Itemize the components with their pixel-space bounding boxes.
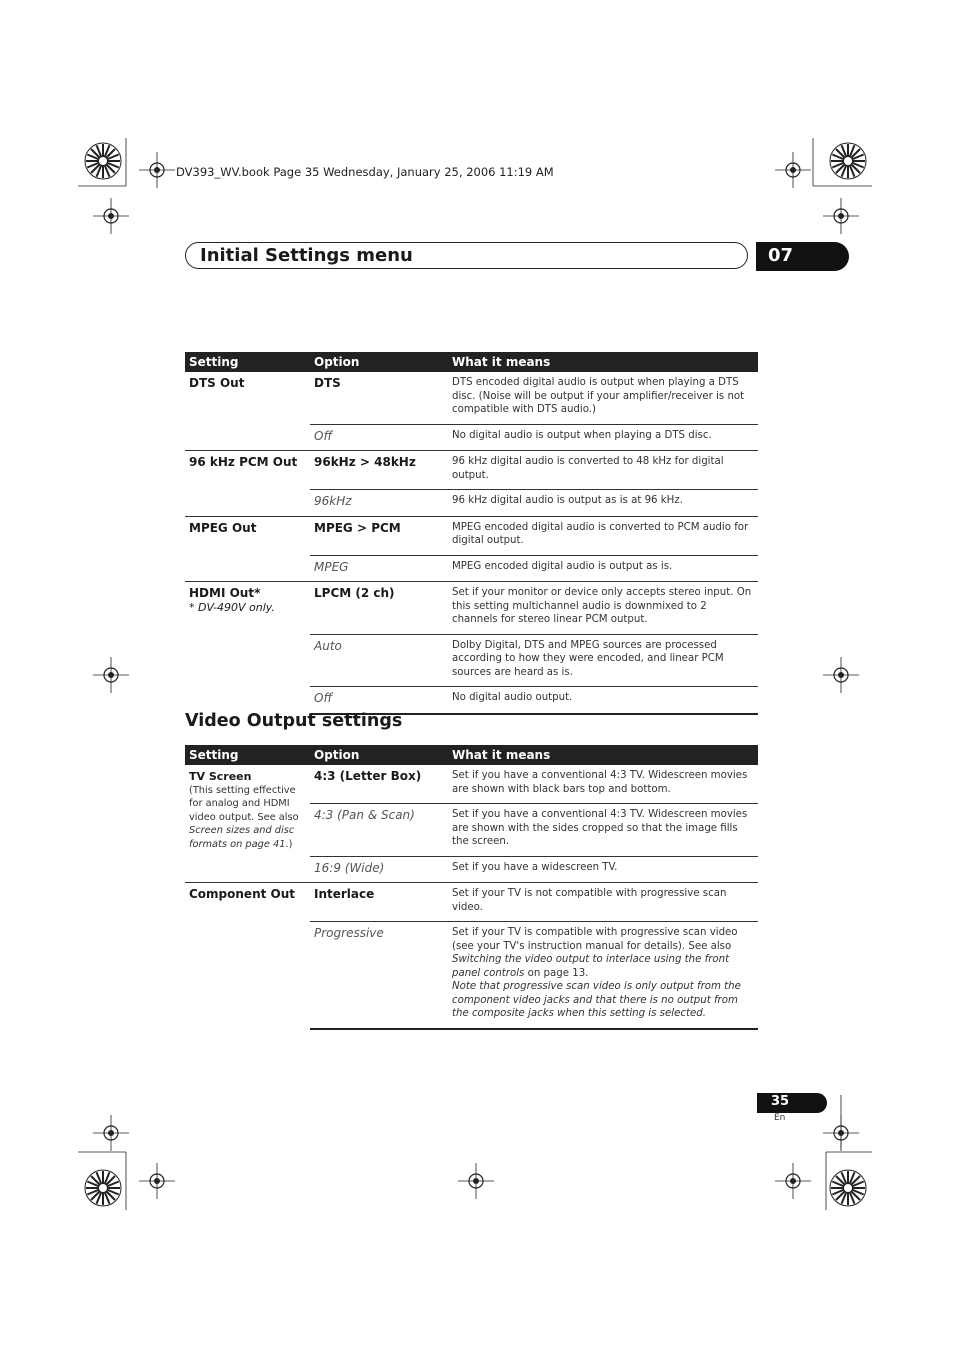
header-setting: Setting <box>185 352 310 372</box>
page-title: Initial Settings menu <box>200 245 413 266</box>
tv-screen-note <box>189 784 307 852</box>
description-text: Set if your TV is compatible with progressive scan video (see your TV's instruction manual for details). See also <box>452 927 738 952</box>
description: DTS encoded digital audio is output when playing a DTS disc. (Noise will be output if your amplifier/receiver is not compatible with DTS audio.) <box>452 377 745 415</box>
option-4-3-pan-scan: 4:3 (Pan & Scan) <box>310 804 448 857</box>
description: Dolby Digital, DTS and MPEG sources are processed according to how they were encoded, and linear PCM sources are heard as is. <box>448 634 758 687</box>
description: Set if you have a conventional 4:3 TV. Widescreen movies are shown with the sides cropped so that the image fills the screen. <box>448 804 758 857</box>
table-header-row <box>185 745 758 765</box>
page-number: 35 <box>771 1094 790 1109</box>
description: No digital audio is output when playing a DTS disc. <box>448 424 758 451</box>
progressive-note: Note that progressive scan video is only output from the component video jacks and that there is no output from the composite jacks when this setting is selected. <box>452 981 741 1019</box>
description: MPEG encoded digital audio is output as is. <box>448 555 758 582</box>
table-row <box>185 516 758 555</box>
setting-hdmi-out <box>185 582 310 714</box>
description <box>448 922 758 1029</box>
setting-mpeg-out: MPEG Out <box>185 516 310 582</box>
chapter-tab <box>756 242 849 271</box>
description: Set if your monitor or device only accepts stereo input. On this setting multichannel audio is downmixed to 2 channels for stereo linear PCM output. <box>448 582 758 635</box>
header-option: Option <box>310 352 448 372</box>
table-row <box>185 582 758 635</box>
description: 96 kHz digital audio is output as is at 96 kHz. <box>448 490 758 517</box>
table-header-row <box>185 352 758 372</box>
setting-hdmi-out-label: HDMI Out* <box>189 586 261 600</box>
option-mpeg-pcm: MPEG > PCM <box>310 516 448 555</box>
option-dts: DTS <box>314 376 341 390</box>
setting-96khz-pcm-out: 96 kHz PCM Out <box>185 451 310 517</box>
description: Set if you have a widescreen TV. <box>448 856 758 883</box>
option-4-3-letter-box: 4:3 (Letter Box) <box>314 769 422 783</box>
option-96khz-48khz: 96kHz > 48kHz <box>310 451 448 490</box>
page-title-bar <box>185 242 748 269</box>
option-off: Off <box>310 424 448 451</box>
table-row <box>185 765 758 804</box>
option-mpeg: MPEG <box>310 555 448 582</box>
description: 96 kHz digital audio is converted to 48 kHz for digital output. <box>448 451 758 490</box>
hdmi-out-footnote: * DV-490V only. <box>189 600 275 614</box>
cross-reference: Screen sizes and disc formats on page 41 <box>189 825 295 850</box>
option-auto: Auto <box>310 634 448 687</box>
section-heading-video-output: Video Output settings <box>185 711 403 731</box>
header-option: Option <box>310 745 448 765</box>
tv-screen-note-text: (This setting effective for analog and HDMI video output. See also <box>189 784 299 823</box>
setting-tv-screen <box>185 765 310 883</box>
audio-settings-table <box>185 352 758 715</box>
setting-tv-screen-label: TV Screen <box>189 770 252 783</box>
option-off: Off <box>310 687 448 714</box>
option-lpcm-2ch: LPCM (2 ch) <box>310 582 448 635</box>
table-row <box>185 451 758 490</box>
setting-component-out: Component Out <box>185 883 310 1029</box>
page-language: En <box>774 1113 786 1123</box>
print-header: DV393_WV.book Page 35 Wednesday, January 25, 2006 11:19 AM <box>176 165 554 179</box>
tv-screen-note-end: .) <box>285 838 293 850</box>
table-row <box>185 372 758 424</box>
description: Set if you have a conventional 4:3 TV. Widescreen movies are shown with black bars top and bottom. <box>452 770 748 795</box>
page-number-tab <box>757 1093 827 1113</box>
setting-dts-out: DTS Out <box>189 376 245 390</box>
description-text-end: on page 13. <box>524 967 589 979</box>
description: Set if your TV is not compatible with progressive scan video. <box>448 883 758 922</box>
cross-reference: Switching the video output to interlace using the front panel controls <box>452 954 730 979</box>
description: MPEG encoded digital audio is converted to PCM audio for digital output. <box>448 516 758 555</box>
header-what-it-means: What it means <box>448 352 758 372</box>
chapter-number: 07 <box>768 245 794 266</box>
header-what-it-means: What it means <box>448 745 758 765</box>
description: No digital audio output. <box>448 687 758 714</box>
option-96khz: 96kHz <box>310 490 448 517</box>
option-progressive: Progressive <box>310 922 448 1029</box>
header-setting: Setting <box>185 745 310 765</box>
option-16-9-wide: 16:9 (Wide) <box>310 856 448 883</box>
option-interlace: Interlace <box>310 883 448 922</box>
table-row <box>185 883 758 922</box>
video-settings-table <box>185 745 758 1030</box>
